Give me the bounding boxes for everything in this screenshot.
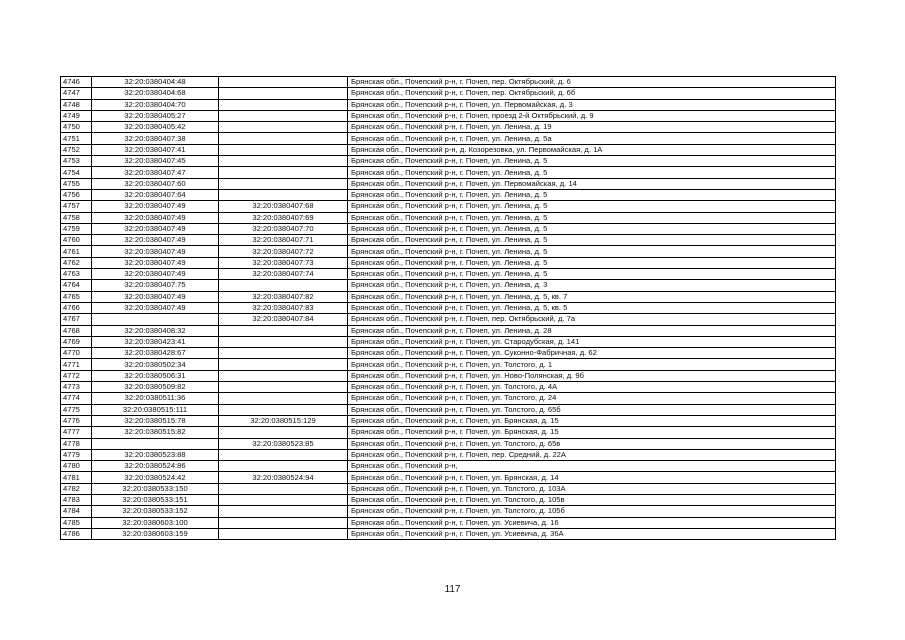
- address-cell: Брянская обл., Почепский р-н, г. Почеп, ул. Стародубская, д. 141: [348, 336, 836, 347]
- table-row: [61, 110, 836, 121]
- cadastral-number-cell: 32:20:0380407:41: [92, 144, 219, 155]
- second-cadastral-number-cell: [219, 280, 348, 291]
- cadastral-number-cell: 32:20:0380509:82: [92, 382, 219, 393]
- row-number-cell: 4748: [61, 99, 92, 110]
- cadastral-number-cell: 32:20:0380511:36: [92, 393, 219, 404]
- row-number-cell: 4774: [61, 393, 92, 404]
- second-cadastral-number-cell: 32:20:0380524:94: [219, 472, 348, 483]
- row-number-cell: 4769: [61, 336, 92, 347]
- table-row: [61, 393, 836, 404]
- second-cadastral-number-cell: [219, 167, 348, 178]
- cadastral-number-cell: 32:20:0380502:34: [92, 359, 219, 370]
- cadastral-number-cell: 32:20:0380405:42: [92, 122, 219, 133]
- address-cell: Брянская обл., Почепский р-н, г. Почеп, ул. Ленина, д. 5: [348, 212, 836, 223]
- address-cell: Брянская обл., Почепский р-н, г. Почеп, ул. Ленина, д. 5: [348, 235, 836, 246]
- table-row: [61, 370, 836, 381]
- table-row: [61, 449, 836, 460]
- address-cell: Брянская обл., Почепский р-н,: [348, 461, 836, 472]
- cadastral-number-cell: 32:20:0380407:49: [92, 235, 219, 246]
- address-cell: Брянская обл., Почепский р-н, г. Почеп, ул. Ленина, д. 28: [348, 325, 836, 336]
- second-cadastral-number-cell: [219, 99, 348, 110]
- address-cell: Брянская обл., Почепский р-н, г. Почеп, ул. Ленина, д. 5: [348, 201, 836, 212]
- row-number-cell: 4753: [61, 156, 92, 167]
- second-cadastral-number-cell: 32:20:0380407:69: [219, 212, 348, 223]
- row-number-cell: 4782: [61, 483, 92, 494]
- table-row: [61, 415, 836, 426]
- row-number-cell: 4770: [61, 348, 92, 359]
- address-cell: Брянская обл., Почепский р-н, г. Почеп, ул. Толстого, д. 105б: [348, 506, 836, 517]
- address-cell: Брянская обл., Почепский р-н, г. Почеп, ул. Толстого, д. 105в: [348, 494, 836, 505]
- second-cadastral-number-cell: 32:20:0380407:82: [219, 291, 348, 302]
- row-number-cell: 4750: [61, 122, 92, 133]
- table-row: [61, 212, 836, 223]
- address-cell: Брянская обл., Почепский р-н, г. Почеп, ул. Ленина, д. 5: [348, 257, 836, 268]
- row-number-cell: 4751: [61, 133, 92, 144]
- table-row: [61, 404, 836, 415]
- cadastral-number-cell: 32:20:0380407:45: [92, 156, 219, 167]
- row-number-cell: 4775: [61, 404, 92, 415]
- table-row: [61, 302, 836, 313]
- row-number-cell: 4780: [61, 461, 92, 472]
- second-cadastral-number-cell: 32:20:0380407:74: [219, 269, 348, 280]
- second-cadastral-number-cell: 32:20:0380515:129: [219, 415, 348, 426]
- table-row: [61, 427, 836, 438]
- address-cell: Брянская обл., Почепский р-н, г. Почеп, пер. Октябрьский, д. 6: [348, 77, 836, 88]
- address-cell: Брянская обл., Почепский р-н, д. Козорезовка, ул. Первомайская, д. 1А: [348, 144, 836, 155]
- address-cell: Брянская обл., Почепский р-н, г. Почеп, ул. Усиевича, д. 16: [348, 517, 836, 528]
- second-cadastral-number-cell: [219, 449, 348, 460]
- address-cell: Брянская обл., Почепский р-н, г. Почеп, ул. Ленина, д. 5а: [348, 133, 836, 144]
- address-cell: Брянская обл., Почепский р-н, г. Почеп, ул. Брянская, д. 14: [348, 472, 836, 483]
- table-row: [61, 246, 836, 257]
- register-table-body: [61, 77, 836, 540]
- cadastral-number-cell: 32:20:0380533:152: [92, 506, 219, 517]
- second-cadastral-number-cell: [219, 427, 348, 438]
- table-row: [61, 144, 836, 155]
- address-cell: Брянская обл., Почепский р-н, г. Почеп, ул. Ленина, д. 19: [348, 122, 836, 133]
- row-number-cell: 4781: [61, 472, 92, 483]
- table-row: [61, 167, 836, 178]
- row-number-cell: 4777: [61, 427, 92, 438]
- row-number-cell: 4767: [61, 314, 92, 325]
- table-row: [61, 201, 836, 212]
- row-number-cell: 4768: [61, 325, 92, 336]
- second-cadastral-number-cell: [219, 88, 348, 99]
- cadastral-number-cell: 32:20:0380407:60: [92, 178, 219, 189]
- address-cell: Брянская обл., Почепский р-н, г. Почеп, ул. Ново-Полянская, д. 9б: [348, 370, 836, 381]
- second-cadastral-number-cell: [219, 404, 348, 415]
- cadastral-number-cell: 32:20:0380408:32: [92, 325, 219, 336]
- table-row: [61, 528, 836, 539]
- address-cell: Брянская обл., Почепский р-н, г. Почеп, пер. Средний, д. 22А: [348, 449, 836, 460]
- cadastral-number-cell: 32:20:0380407:64: [92, 189, 219, 200]
- table-row: [61, 280, 836, 291]
- cadastral-number-cell: 32:20:0380407:38: [92, 133, 219, 144]
- second-cadastral-number-cell: [219, 494, 348, 505]
- address-cell: Брянская обл., Почепский р-н, г. Почеп, ул. Ленина, д. 5: [348, 156, 836, 167]
- cadastral-number-cell: 32:20:0380533:150: [92, 483, 219, 494]
- cadastral-number-cell: 32:20:0380524:86: [92, 461, 219, 472]
- cadastral-number-cell: 32:20:0380515:78: [92, 415, 219, 426]
- address-cell: Брянская обл., Почепский р-н, г. Почеп, ул. Брянская, д. 15: [348, 415, 836, 426]
- row-number-cell: 4766: [61, 302, 92, 313]
- address-cell: Брянская обл., Почепский р-н, г. Почеп, ул. Ленина, д. 5: [348, 189, 836, 200]
- row-number-cell: 4752: [61, 144, 92, 155]
- table-row: [61, 122, 836, 133]
- cadastral-number-cell: 32:20:0380515:111: [92, 404, 219, 415]
- table-row: [61, 382, 836, 393]
- row-number-cell: 4773: [61, 382, 92, 393]
- row-number-cell: 4756: [61, 189, 92, 200]
- second-cadastral-number-cell: 32:20:0380407:70: [219, 223, 348, 234]
- row-number-cell: 4786: [61, 528, 92, 539]
- row-number-cell: 4759: [61, 223, 92, 234]
- second-cadastral-number-cell: [219, 325, 348, 336]
- row-number-cell: 4785: [61, 517, 92, 528]
- row-number-cell: 4771: [61, 359, 92, 370]
- address-cell: Брянская обл., Почепский р-н, г. Почеп, ул. Толстого, д. 65в: [348, 438, 836, 449]
- address-cell: Брянская обл., Почепский р-н, г. Почеп, ул. Ленина, д. 3: [348, 280, 836, 291]
- table-row: [61, 99, 836, 110]
- table-row: [61, 269, 836, 280]
- second-cadastral-number-cell: [219, 483, 348, 494]
- table-row: [61, 223, 836, 234]
- cadastral-number-cell: 32:20:0380506:31: [92, 370, 219, 381]
- row-number-cell: 4761: [61, 246, 92, 257]
- second-cadastral-number-cell: [219, 178, 348, 189]
- cadastral-number-cell: 32:20:0380407:49: [92, 302, 219, 313]
- second-cadastral-number-cell: [219, 110, 348, 121]
- table-row: [61, 178, 836, 189]
- cadastral-number-cell: 32:20:0380533:151: [92, 494, 219, 505]
- cadastral-number-cell: 32:20:0380515:82: [92, 427, 219, 438]
- address-cell: Брянская обл., Почепский р-н, г. Почеп, ул. Первомайская, д. 3: [348, 99, 836, 110]
- address-cell: Брянская обл., Почепский р-н, г. Почеп, ул. Толстого, д. 103А: [348, 483, 836, 494]
- cadastral-number-cell: 32:20:0380603:100: [92, 517, 219, 528]
- second-cadastral-number-cell: [219, 528, 348, 539]
- table-row: [61, 257, 836, 268]
- cadastral-number-cell: 32:20:0380524:42: [92, 472, 219, 483]
- cadastral-number-cell: 32:20:0380523:88: [92, 449, 219, 460]
- row-number-cell: 4747: [61, 88, 92, 99]
- cadastral-number-cell: 32:20:0380407:47: [92, 167, 219, 178]
- cadastral-number-cell: 32:20:0380407:49: [92, 223, 219, 234]
- address-cell: Брянская обл., Почепский р-н, г. Почеп, ул. Ленина, д. 5: [348, 246, 836, 257]
- cadastral-number-cell: 32:20:0380407:49: [92, 257, 219, 268]
- address-cell: Брянская обл., Почепский р-н, г. Почеп, ул. Ленина, д. 5, кв. 7: [348, 291, 836, 302]
- cadastral-number-cell: [92, 314, 219, 325]
- address-cell: Брянская обл., Почепский р-н, г. Почеп, ул. Ленина, д. 5, кв. 5: [348, 302, 836, 313]
- table-row: [61, 88, 836, 99]
- second-cadastral-number-cell: [219, 348, 348, 359]
- row-number-cell: 4760: [61, 235, 92, 246]
- row-number-cell: 4763: [61, 269, 92, 280]
- address-cell: Брянская обл., Почепский р-н, г. Почеп, ул. Толстого, д. 4А: [348, 382, 836, 393]
- address-cell: Брянская обл., Почепский р-н, г. Почеп, ул. Толстого, д. 24: [348, 393, 836, 404]
- address-cell: Брянская обл., Почепский р-н, г. Почеп, ул. Усиевича, д. 36А: [348, 528, 836, 539]
- table-row: [61, 438, 836, 449]
- table-row: [61, 472, 836, 483]
- row-number-cell: 4757: [61, 201, 92, 212]
- table-row: [61, 156, 836, 167]
- row-number-cell: 4749: [61, 110, 92, 121]
- table-row: [61, 77, 836, 88]
- cadastral-number-cell: 32:20:0380423:41: [92, 336, 219, 347]
- cadastral-number-cell: 32:20:0380407:49: [92, 212, 219, 223]
- row-number-cell: 4778: [61, 438, 92, 449]
- row-number-cell: 4746: [61, 77, 92, 88]
- cadastral-number-cell: 32:20:0380407:49: [92, 269, 219, 280]
- page-number: 117: [444, 584, 461, 595]
- row-number-cell: 4764: [61, 280, 92, 291]
- second-cadastral-number-cell: [219, 517, 348, 528]
- second-cadastral-number-cell: 32:20:0380407:73: [219, 257, 348, 268]
- address-cell: Брянская обл., Почепский р-н, г. Почеп, ул. Первомайская, д. 14: [348, 178, 836, 189]
- table-row: [61, 291, 836, 302]
- cadastral-number-cell: 32:20:0380405:27: [92, 110, 219, 121]
- table-row: [61, 461, 836, 472]
- second-cadastral-number-cell: 32:20:0380523:85: [219, 438, 348, 449]
- second-cadastral-number-cell: 32:20:0380407:71: [219, 235, 348, 246]
- second-cadastral-number-cell: [219, 382, 348, 393]
- second-cadastral-number-cell: [219, 133, 348, 144]
- table-row: [61, 517, 836, 528]
- row-number-cell: 4784: [61, 506, 92, 517]
- address-cell: Брянская обл., Почепский р-н, г. Почеп, проезд 2-й Октябрьский, д. 9: [348, 110, 836, 121]
- table-row: [61, 133, 836, 144]
- row-number-cell: 4758: [61, 212, 92, 223]
- row-number-cell: 4762: [61, 257, 92, 268]
- row-number-cell: 4776: [61, 415, 92, 426]
- second-cadastral-number-cell: 32:20:0380407:84: [219, 314, 348, 325]
- table-row: [61, 325, 836, 336]
- cadastral-number-cell: 32:20:0380407:49: [92, 291, 219, 302]
- second-cadastral-number-cell: [219, 77, 348, 88]
- address-cell: Брянская обл., Почепский р-н, г. Почеп, ул. Ленина, д. 5: [348, 223, 836, 234]
- second-cadastral-number-cell: 32:20:0380407:83: [219, 302, 348, 313]
- address-cell: Брянская обл., Почепский р-н, г. Почеп, пер. Октябрьский, д. 7а: [348, 314, 836, 325]
- second-cadastral-number-cell: [219, 506, 348, 517]
- second-cadastral-number-cell: [219, 461, 348, 472]
- row-number-cell: 4772: [61, 370, 92, 381]
- second-cadastral-number-cell: [219, 144, 348, 155]
- second-cadastral-number-cell: [219, 156, 348, 167]
- address-cell: Брянская обл., Почепский р-н, г. Почеп, ул. Брянская, д. 15: [348, 427, 836, 438]
- second-cadastral-number-cell: [219, 393, 348, 404]
- address-cell: Брянская обл., Почепский р-н, г. Почеп, ул. Суконно-Фабричная, д. 62: [348, 348, 836, 359]
- cadastral-number-cell: 32:20:0380404:70: [92, 99, 219, 110]
- address-cell: Брянская обл., Почепский р-н, г. Почеп, ул. Ленина, д. 5: [348, 269, 836, 280]
- address-cell: Брянская обл., Почепский р-н, г. Почеп, ул. Толстого, д. 1: [348, 359, 836, 370]
- cadastral-number-cell: 32:20:0380407:49: [92, 246, 219, 257]
- register-table: [60, 76, 836, 540]
- cadastral-number-cell: 32:20:0380407:75: [92, 280, 219, 291]
- row-number-cell: 4783: [61, 494, 92, 505]
- table-row: [61, 483, 836, 494]
- second-cadastral-number-cell: [219, 189, 348, 200]
- table-row: [61, 235, 836, 246]
- address-cell: Брянская обл., Почепский р-н, г. Почеп, ул. Ленина, д. 5: [348, 167, 836, 178]
- second-cadastral-number-cell: [219, 336, 348, 347]
- second-cadastral-number-cell: [219, 359, 348, 370]
- table-row: [61, 506, 836, 517]
- table-row: [61, 314, 836, 325]
- cadastral-number-cell: 32:20:0380404:68: [92, 88, 219, 99]
- cadastral-number-cell: 32:20:0380428:67: [92, 348, 219, 359]
- row-number-cell: 4754: [61, 167, 92, 178]
- table-row: [61, 494, 836, 505]
- table-row: [61, 348, 836, 359]
- table-row: [61, 189, 836, 200]
- row-number-cell: 4755: [61, 178, 92, 189]
- row-number-cell: 4765: [61, 291, 92, 302]
- cadastral-number-cell: 32:20:0380603:159: [92, 528, 219, 539]
- cadastral-number-cell: [92, 438, 219, 449]
- cadastral-number-cell: 32:20:0380407:49: [92, 201, 219, 212]
- second-cadastral-number-cell: 32:20:0380407:68: [219, 201, 348, 212]
- second-cadastral-number-cell: 32:20:0380407:72: [219, 246, 348, 257]
- address-cell: Брянская обл., Почепский р-н, г. Почеп, пер. Октябрьский, д. 6б: [348, 88, 836, 99]
- table-row: [61, 336, 836, 347]
- second-cadastral-number-cell: [219, 370, 348, 381]
- address-cell: Брянская обл., Почепский р-н, г. Почеп, ул. Толстого, д. 65б: [348, 404, 836, 415]
- cadastral-number-cell: 32:20:0380404:48: [92, 77, 219, 88]
- second-cadastral-number-cell: [219, 122, 348, 133]
- row-number-cell: 4779: [61, 449, 92, 460]
- table-row: [61, 359, 836, 370]
